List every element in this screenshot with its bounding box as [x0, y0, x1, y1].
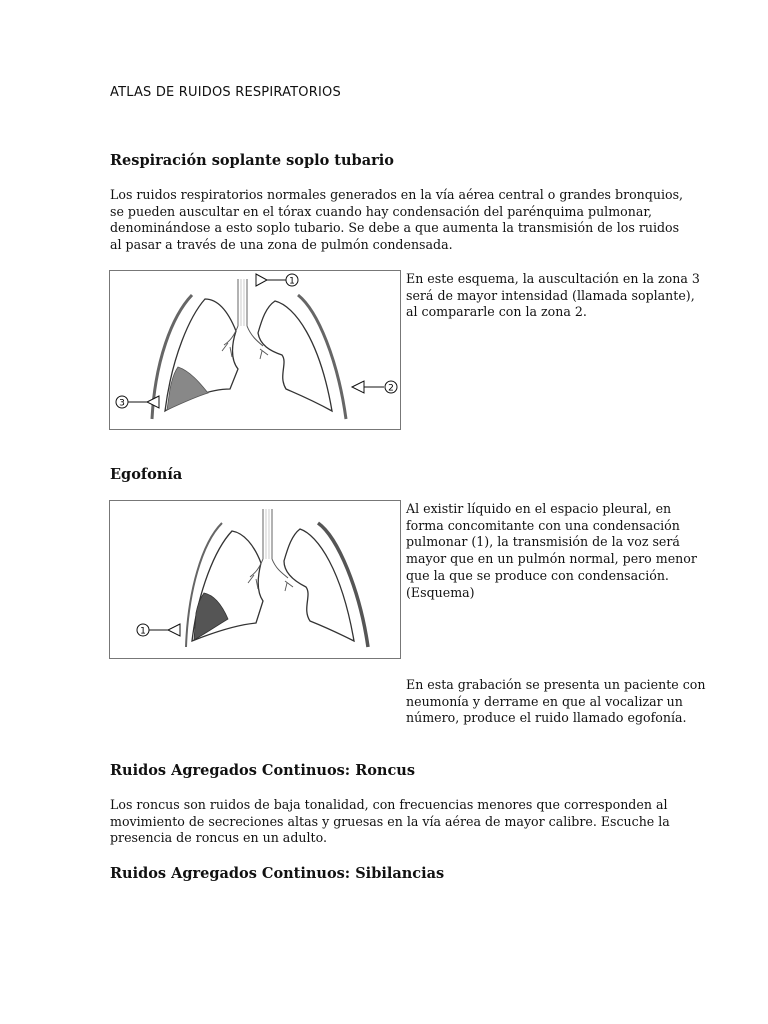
intro-line: Los ruidos respiratorios normales generados en la vía aérea central o grandes bronquios, [110, 187, 684, 202]
caption-line: mayor que en un pulmón normal, pero menor [406, 551, 697, 567]
recording-line: número, produce el ruido llamado egofonía. [406, 710, 687, 726]
heading-soplo-tubario: Respiración soplante soplo tubario [110, 152, 394, 169]
left-lung [258, 301, 332, 411]
caption-line: (Esquema) [406, 584, 475, 600]
body-line: movimiento de secreciones altas y gruesas en la vía aérea de mayor calibre. Escuche la [110, 813, 670, 829]
recording-line: En esta grabación se presenta un paciente con [406, 677, 706, 692]
egofonia-caption [406, 501, 697, 601]
lung-diagram-soplo-tubario [109, 270, 401, 430]
heading-roncus: Ruidos Agregados Continuos: Roncus [110, 762, 416, 779]
caption-line: será de mayor intensidad (llamada soplante), [406, 287, 695, 303]
auscultation-marker-1 [256, 274, 298, 287]
trachea [263, 509, 272, 559]
chest-wall-left [298, 295, 346, 419]
intro-line: al pasar a través de una zona de pulmón condensada. [110, 237, 453, 253]
lung-illustration [110, 271, 400, 429]
lung-illustration [110, 501, 400, 658]
document-title: ATLAS DE RUIDOS RESPIRATORIOS [110, 85, 341, 100]
marker-label: 3 [119, 398, 125, 409]
auscultation-marker-2 [352, 381, 397, 394]
soplo-tubario-caption [406, 271, 700, 321]
intro-line: se pueden auscultar en el tórax cuando hay condensación del parénquima pulmonar, [110, 203, 652, 219]
caption-line: al compararle con la zona 2. [406, 304, 587, 320]
caption-line: En este esquema, la auscultación en la zona 3 [406, 271, 700, 286]
heading-egofonia: Egofonía [110, 466, 183, 483]
chest-wall-left [318, 523, 368, 647]
marker-label: 1 [289, 276, 295, 287]
caption-line: Al existir líquido en el espacio pleural, en [406, 501, 672, 516]
caption-line: que la que se produce con condensación. [406, 567, 669, 583]
marker-label: 1 [140, 626, 146, 637]
left-lung [284, 529, 354, 641]
lung-diagram-egofonia [109, 500, 401, 659]
heading-sibilancias: Ruidos Agregados Continuos: Sibilancias [110, 865, 445, 882]
trachea [238, 279, 247, 326]
body-line: Los roncus son ruidos de baja tonalidad, con frecuencias menores que corresponden al [110, 797, 668, 812]
intro-line: denominándose a esto soplo tubario. Se debe a que aumenta la transmisión de los ruidos [110, 220, 680, 236]
caption-line: forma concomitante con una condensación [406, 517, 680, 533]
recording-line: neumonía y derrame en que al vocalizar un [406, 693, 683, 709]
auscultation-marker-1 [137, 624, 180, 637]
caption-line: pulmonar (1), la transmisión de la voz será [406, 534, 680, 550]
soplo-tubario-intro [110, 187, 683, 254]
marker-label: 2 [388, 383, 394, 394]
egofonia-recording-text [406, 677, 706, 727]
body-line: presencia de roncus en un adulto. [110, 830, 327, 846]
roncus-body [110, 797, 670, 847]
consolidation-zone [167, 367, 208, 410]
